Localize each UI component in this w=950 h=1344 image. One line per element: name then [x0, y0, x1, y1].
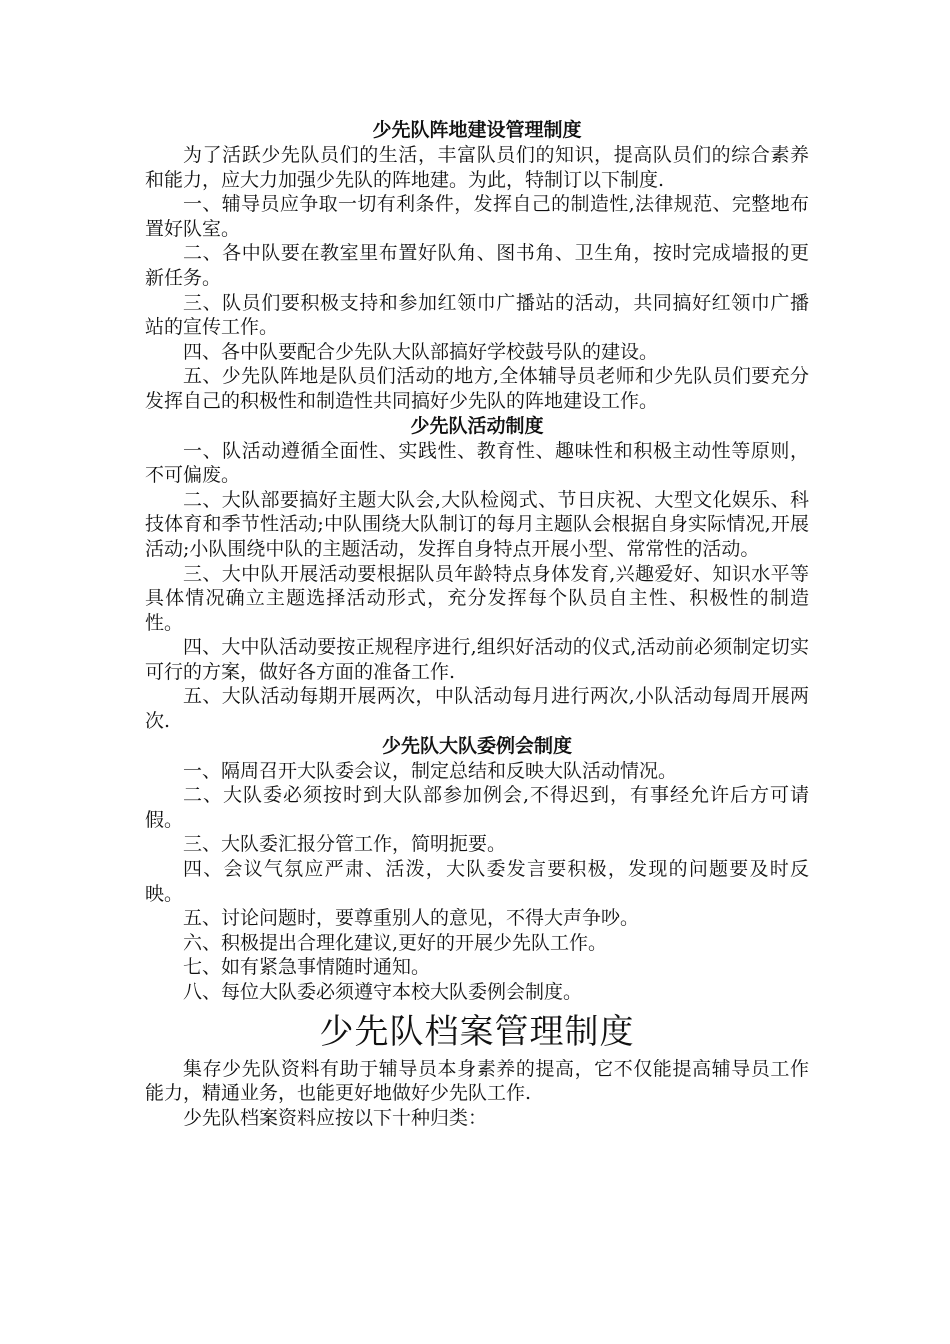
paragraph: 一、隔周召开大队委会议，制定总结和反映大队活动情况。 — [183, 759, 678, 782]
paragraph: 为了活跃少先队员们的生活，丰富队员们的知识，提高队员们的综合素养和能力，应大力加强少先队的阵地建。为此，特制订以下制度. — [145, 144, 809, 191]
paragraph: 少先队档案资料应按以下十种归类： — [183, 1106, 488, 1129]
archive-title: 少先队档案管理制度 — [319, 1011, 635, 1052]
paragraph: 四、会议气氛应严肃、活泼，大队委发言要积极，发现的问题要及时反映。 — [145, 858, 809, 905]
paragraph: 五、讨论问题时，要尊重别人的意见，不得大声争吵。 — [183, 907, 640, 930]
paragraph: 五、大队活动每期开展两次，中队活动每月进行两次,小队活动每周开展两次. — [145, 685, 809, 733]
paragraph: 二、大队委必须按时到大队部参加例会,不得迟到，有事经允许后方可请假。 — [145, 784, 809, 831]
document-page — [145, 118, 809, 1130]
section-title-committee-meeting: 少先队大队委例会制度 — [381, 734, 572, 757]
paragraph: 五、少先队阵地是队员们活动的地方,全体辅导员老师和少先队员们要充分发挥自己的积极性和制造性共同搞好少先队的阵地建设工作。 — [145, 365, 809, 412]
paragraph: 四、大中队活动要按正规程序进行,组织好活动的仪式,活动前必须制定切实可行的方案，做好各方面的准备工作. — [145, 636, 809, 683]
paragraph: 集存少先队资料有助于辅导员本身素养的提高，它不仅能提高辅导员工作能力，精通业务，也能更好地做好少先队工作. — [145, 1057, 809, 1105]
paragraph: 八、每位大队委必须遵守本校大队委例会制度。 — [183, 981, 583, 1003]
paragraph: 一、辅导员应争取一切有利条件，发挥自己的制造性,法律规范、完整地布置好队室。 — [145, 193, 809, 240]
paragraph: 三、队员们要积极支持和参加红领巾广播站的活动，共同搞好红领巾广播站的宣传工作。 — [145, 291, 809, 339]
section-title-position-building: 少先队阵地建设管理制度 — [372, 119, 582, 141]
paragraph: 六、积极提出合理化建议,更好的开展少先队工作。 — [183, 931, 608, 954]
paragraph: 四、各中队要配合少先队大队部搞好学校鼓号队的建设。 — [183, 340, 659, 363]
paragraph: 三、大队委汇报分管工作，简明扼要。 — [183, 833, 507, 856]
paragraph: 一、队活动遵循全面性、实践性、教育性、趣味性和积极主动性等原则，不可偏废。 — [145, 439, 809, 487]
paragraph: 七、如有紧急事情随时通知。 — [183, 956, 431, 979]
section-title-activity: 少先队活动制度 — [410, 414, 544, 437]
paragraph: 二、大队部要搞好主题大队会,大队检阅式、节日庆祝、大型文化娱乐、科技体育和季节性活动;中队围绕大队制订的每月主题队会根据自身实际情况,开展活动;小队围绕中队的主题活动，发挥自身特点开展小型、常常性的活动。 — [145, 488, 809, 560]
paragraph: 三、大中队开展活动要根据队员年龄特点身体发育,兴趣爱好、知识水平等具体情况确立主题选择活动形式，充分发挥每个队员自主性、积极性的制造性。 — [145, 562, 809, 634]
paragraph: 二、各中队要在教室里布置好队角、图书角、卫生角，按时完成墙报的更新任务。 — [145, 242, 809, 289]
